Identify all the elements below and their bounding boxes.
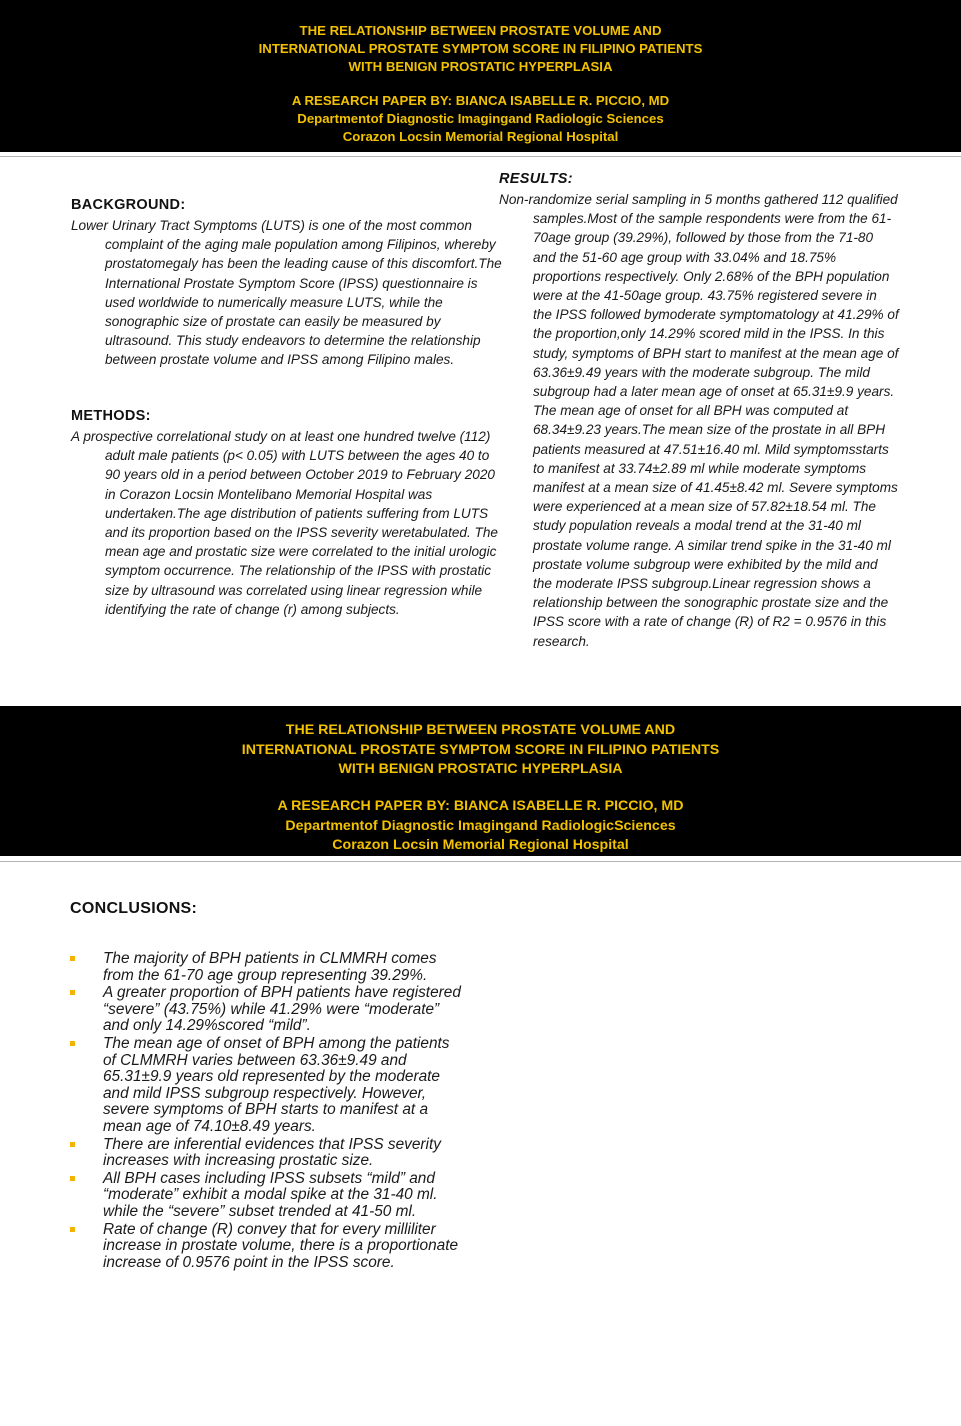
top-banner	[0, 0, 961, 152]
conclusion-text: The mean age of onset of BPH among the patients of CLMMRH varies between 63.36±9.49 and 65.31±9.9 years old represented by the moderate and mild IPSS subgroup respectively. However, severe symptoms of BPH starts to manifest at a mean age of 74.10±8.49 years.	[103, 1034, 450, 1135]
title-line: INTERNATIONAL PROSTATE SYMPTOM SCORE IN FILIPINO PATIENTS	[241, 741, 720, 758]
conclusions-heading: CONCLUSIONS:	[70, 900, 198, 917]
title-line: THE RELATIONSHIP BETWEEN PROSTATE VOLUME AND	[299, 23, 662, 38]
bullet-square-icon	[70, 1041, 75, 1046]
methods-heading: METHODS:	[71, 408, 151, 424]
conclusion-text: A greater proportion of BPH patients have registered “severe” (43.75%) while 41.29% were “moderate” and only 14.29%scored “mild”.	[103, 984, 461, 1035]
title-line: WITH BENIGN PROSTATIC HYPERPLASIA	[338, 761, 623, 778]
hospital-line: Corazon Locsin Memorial Regional Hospital	[342, 129, 619, 144]
background-heading: BACKGROUND:	[71, 197, 186, 213]
background-text: Lower Urinary Tract Symptoms (LUTS) is one of the most common complaint of the aging male population among Filipinos, whereby prostatomegaly has been the leading cause of this discomfort.The International Prostate Symptom Score (IPSS) questionnaire is used worldwide to numerically measure LUTS, while the sonographic size of prostate can easily be measured by ultrasound. This study endeavors to determine the relationship between prostate volume and IPSS among Filipino males.	[71, 218, 502, 368]
conclusions-list	[70, 951, 465, 1272]
conclusion-item	[70, 1222, 465, 1272]
bullet-square-icon	[70, 990, 75, 995]
bullet-square-icon	[70, 1227, 75, 1232]
conclusion-text: The majority of BPH patients in CLMMRH comes from the 61-70 age group representing 39.29%.	[103, 950, 437, 984]
results-heading: RESULTS:	[499, 171, 573, 187]
title-line: WITH BENIGN PROSTATIC HYPERPLASIA	[348, 59, 613, 74]
title-line: INTERNATIONAL PROSTATE SYMPTOM SCORE IN FILIPINO PATIENTS	[258, 41, 703, 56]
divider	[0, 156, 961, 157]
conclusion-text: All BPH cases including IPSS subsets “mild” and “moderate” exhibit a modal spike at the 31-40 ml. while the “severe” subset trended at 41-50 ml.	[103, 1169, 438, 1220]
bottom-banner-title	[0, 721, 961, 780]
hospital-line: Corazon Locsin Memorial Regional Hospital	[332, 837, 629, 854]
conclusion-item	[70, 951, 465, 984]
conclusion-text: Rate of change (R) convey that for every milliliter increase in prostate volume, there is a proportionate increase of 0.9576 point in the IPSS score.	[103, 1220, 459, 1271]
bottom-banner-byline	[0, 797, 961, 856]
author-line: A RESEARCH PAPER BY: BIANCA ISABELLE R. PICCIO, MD	[291, 93, 670, 108]
department-line: Departmentof Diagnostic Imagingand Radiologic Sciences	[297, 111, 664, 126]
top-banner-byline	[0, 92, 961, 146]
conclusion-item	[70, 985, 465, 1035]
bottom-banner	[0, 706, 961, 856]
bullet-square-icon	[70, 956, 75, 961]
author-line: A RESEARCH PAPER BY: BIANCA ISABELLE R. PICCIO, MD	[277, 798, 684, 814]
results-text: Non-randomize serial sampling in 5 months gathered 112 qualified samples.Most of the sample respondents were from the 61-70age group (39.29%), followed by those from the 71-80 and the 51-60 age group with 33.04% and 18.75% proportions respectively. Only 2.68% of the BPH population were at the 41-50age group. 43.75% registered severe in the IPSS followed bymoderate symptomatology at 41.29% of the proportion,only 14.29% scored mild in the IPSS. In this study, symptoms of BPH start to manifest at the mean age of 63.36±9.49 years with the moderate subgroup. The mild subgroup had a later mean age of onset at 65.31±9.9 years. The mean age of onset for all BPH was computed at 68.34±9.23 years.The mean size of the prostate in all BPH patients measured at 47.51±16.40 ml. Mild symptomsstarts to manifest at 33.74±2.89 ml while moderate symptoms manifest at a mean size of 41.45±8.42 ml. Severe symptoms were experienced at a mean size of 57.82±18.54 ml. The study population reveals a modal trend at the 31-40 ml prostate volume range. A similar trend spike in the 31-40 ml prostate volume subgroup were exhibited by the mild and the moderate IPSS subgroup.Linear regression shows a relationship between the sonographic prostate size and the IPSS score with a rate of change (R) of R2 = 0.9576 in this research.	[499, 192, 899, 649]
top-banner-title	[0, 22, 961, 76]
methods-text: A prospective correlational study on at least one hundred twelve (112) adult male patients (p< 0.05) with LUTS between the ages 40 to 90 years old in a period between October 2019 to February 2020 in Corazon Locsin Montelibano Memorial Hospital was undertaken.The age distribution of patients suffering from LUTS and its proportion based on the IPSS severity weretabulated. The mean age and prostatic size were correlated to the initial urologic symptom occurrence. The relationship of the IPSS with prostatic size by ultrasound was correlated using linear regression while identifying the rate of change (r) among subjects.	[71, 429, 498, 617]
conclusion-text: There are inferential evidences that IPSS severity increases with increasing prostatic size.	[103, 1135, 441, 1170]
conclusion-item	[70, 1137, 465, 1170]
conclusion-item	[70, 1036, 465, 1136]
department-line: Departmentof Diagnostic Imagingand RadiologicSciences	[285, 817, 676, 834]
divider	[0, 861, 961, 862]
title-line: THE RELATIONSHIP BETWEEN PROSTATE VOLUME AND	[285, 722, 676, 738]
conclusion-item	[70, 1171, 465, 1221]
bullet-square-icon	[70, 1142, 75, 1147]
bullet-square-icon	[70, 1176, 75, 1181]
